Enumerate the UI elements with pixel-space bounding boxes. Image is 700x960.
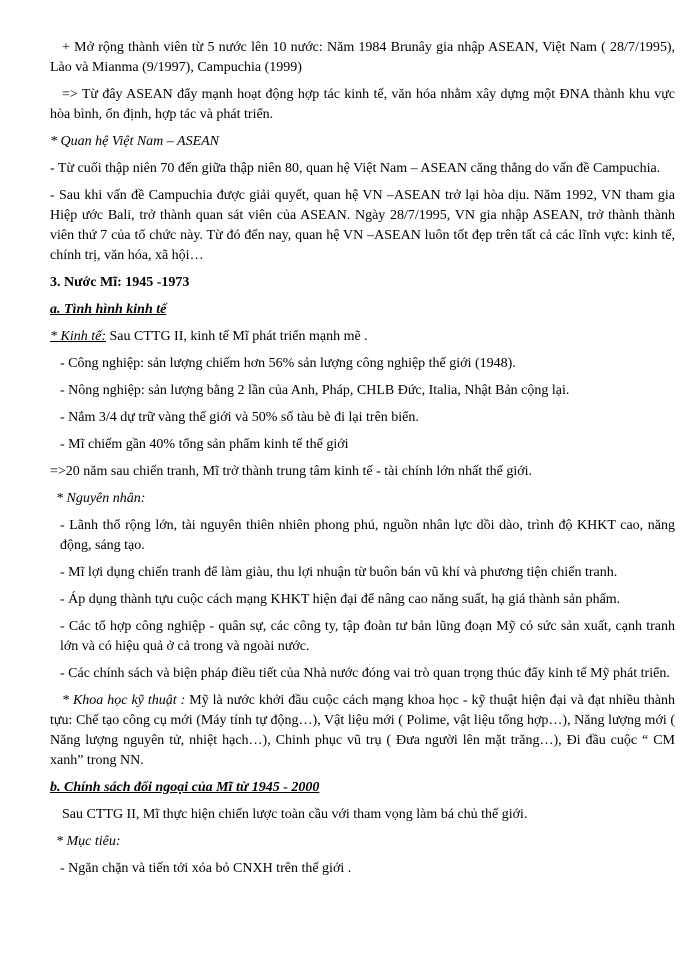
paragraph-asean-conclusion: => Từ đây ASEAN đẩy mạnh hoạt động hợp tác kinh tế, văn hóa nhằm xây dựng một ĐNA thành khu vực hòa bình, ổn định, hợp tác và phát triển. xyxy=(50,87,675,122)
heading-foreign-policy: b. Chính sách đối ngoại của Mĩ từ 1945 - 2000 xyxy=(50,780,320,795)
bullet-goal-socialism: - Ngăn chặn và tiến tới xóa bỏ CNXH trên thế giới . xyxy=(60,861,352,876)
paragraph-asean-expansion: + Mở rộng thành viên từ 5 nước lên 10 nước: Năm 1984 Brunây gia nhập ASEAN, Việt Nam ( 28/7/1995), Lào và Mianma (9/1997), Campuchia (1999) xyxy=(50,40,675,75)
text-science-tech: Mỹ là nước khởi đầu cuộc cách mạng khoa học - kỹ thuật hiện đại và đạt nhiều thành tựu: Chế tạo công cụ mới (Máy tính tự động…), Vật liệu mới ( Polime, vật liệu tổng hợp…), Năng lượng mới ( Năng lượng nguyên tử, nhiệt hạch…), Chinh phục vũ trụ ( Đưa người lên mặt trăng…), Đi đầu cuộc “ CM xanh” trong NN. xyxy=(50,693,675,768)
paragraph-economic-center: =>20 năm sau chiến tranh, Mĩ trở thành trung tâm kinh tế - tài chính lớn nhất thế giới. xyxy=(50,464,533,479)
paragraph-vn-asean-tension: - Từ cuối thập niên 70 đến giữa thập niên 80, quan hệ Việt Nam – ASEAN căng thẳng do vấn đề Campuchia. xyxy=(50,161,661,176)
label-science-tech: * Khoa học kỹ thuật : xyxy=(62,693,186,708)
subheading-causes: * Nguyên nhân: xyxy=(56,491,146,506)
paragraph-science-tech xyxy=(50,691,675,771)
paragraph-economy-intro xyxy=(50,327,675,347)
text-economy-intro: Sau CTTG II, kinh tế Mĩ phát triển mạnh mẽ . xyxy=(106,329,368,344)
document-page xyxy=(50,38,675,886)
heading-economy: a. Tình hình kinh tế xyxy=(50,302,167,317)
bullet-cause-territory: - Lãnh thổ rộng lớn, tài nguyên thiên nhiên phong phú, nguồn nhân lực dồi dào, trình độ KHKT cao, năng động, sáng tạo. xyxy=(60,518,675,553)
subheading-goals: * Mục tiêu: xyxy=(56,834,121,849)
bullet-cause-state-policy: - Các chính sách và biện pháp điều tiết của Nhà nước đóng vai trò quan trọng thúc đẩy kinh tế Mỹ phát triển. xyxy=(60,666,670,681)
paragraph-global-strategy: Sau CTTG II, Mĩ thực hiện chiến lược toàn cầu với tham vọng làm bá chủ thế giới. xyxy=(62,807,528,822)
bullet-cause-war-profit: - Mĩ lợi dụng chiến tranh để làm giàu, thu lợi nhuận từ buôn bán vũ khí và phương tiện chiến tranh. xyxy=(60,565,618,580)
heading-usa: 3. Nước Mĩ: 1945 -1973 xyxy=(50,275,190,290)
bullet-cause-corporations: - Các tổ hợp công nghiệp - quân sự, các công ty, tập đoàn tư bản lũng đoạn Mỹ có sức sản xuất, cạnh tranh lớn và có hiệu quả ở cả trong và ngoài nước. xyxy=(60,619,675,654)
label-economy: * Kinh tế: xyxy=(50,329,106,344)
bullet-gold-reserves: - Nắm 3/4 dự trữ vàng thế giới và 50% số tàu bè đi lại trên biển. xyxy=(60,410,419,425)
bullet-industry: - Công nghiệp: sản lượng chiếm hơn 56% sản lượng công nghiệp thế giới (1948). xyxy=(60,356,516,371)
paragraph-vn-asean-relations: - Sau khi vấn đề Campuchia được giải quyết, quan hệ VN –ASEAN trở lại hòa dịu. Năm 1992, VN tham gia Hiệp ước Bali, trở thành quan sát viên của ASEAN. Ngày 28/7/1995, VN gia nhập ASEAN, trở thành thành viên thứ 7 của tổ chức này. Từ đó đến nay, quan hệ VN –ASEAN luôn tốt đẹp trên tất cả các lĩnh vực: kinh tế, chính trị, văn hóa, xã hội… xyxy=(50,188,675,263)
bullet-gdp-share: - Mĩ chiếm gần 40% tổng sản phẩm kinh tế thế giới xyxy=(60,437,349,452)
bullet-cause-science: - Áp dụng thành tựu cuộc cách mạng KHKT hiện đại để nâng cao năng suất, hạ giá thành sản phẩm. xyxy=(60,592,621,607)
subheading-vietnam-asean: * Quan hệ Việt Nam – ASEAN xyxy=(50,134,220,149)
bullet-agriculture: - Nông nghiệp: sản lượng bằng 2 lần của Anh, Pháp, CHLB Đức, Italia, Nhật Bản cộng lại. xyxy=(60,383,570,398)
